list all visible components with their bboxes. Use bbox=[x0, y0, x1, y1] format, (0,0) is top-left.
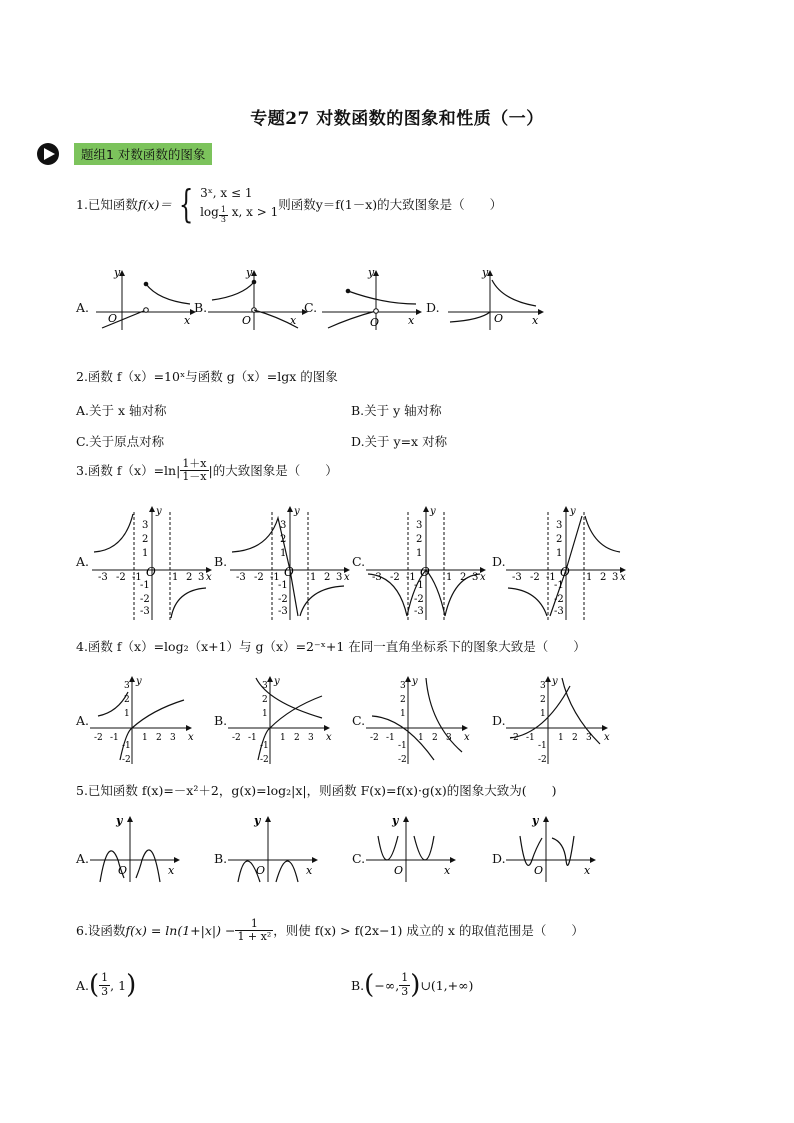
question-4: 4.函数 f（x）=log₂（x+1）与 g（x）=2⁻ˣ+1 在同一直角坐标系下的图象大致是（ ） bbox=[76, 639, 586, 654]
svg-text:-1: -1 bbox=[386, 733, 395, 743]
svg-text:2: 2 bbox=[262, 695, 268, 705]
svg-text:-1: -1 bbox=[398, 741, 407, 751]
svg-text:3: 3 bbox=[446, 733, 452, 743]
svg-text:-2: -2 bbox=[140, 594, 150, 605]
svg-text:3: 3 bbox=[142, 520, 149, 531]
svg-text:-1: -1 bbox=[110, 733, 119, 743]
q6-option-a-fraction: $\frac{1}{3}$ bbox=[101, 971, 109, 998]
svg-text:-3: -3 bbox=[236, 572, 246, 583]
svg-text:2: 2 bbox=[572, 733, 578, 743]
svg-text:y: y bbox=[392, 814, 399, 827]
q3-option-a-label: A. bbox=[76, 554, 90, 569]
q3-option-b-label: B. bbox=[214, 554, 228, 569]
svg-text:3: 3 bbox=[556, 520, 563, 531]
svg-text:2: 2 bbox=[460, 572, 467, 583]
svg-text:y: y bbox=[482, 266, 489, 279]
q1-base-frac: $\frac{1}{3}$ bbox=[220, 205, 226, 225]
q1-graph-c bbox=[320, 266, 424, 332]
question-2: 2.函数 f（x）=10ˣ与函数 g（x）=lgx 的图象 bbox=[76, 369, 338, 384]
q4-option-b-label: B. bbox=[214, 713, 228, 728]
q6-fraction: $\frac{1}{\text{1 + x²}}$ bbox=[237, 917, 272, 944]
q5-graph-b bbox=[226, 812, 326, 884]
q2-option-a: A.关于 x 轴对称 bbox=[76, 403, 167, 418]
q1-graph-a bbox=[94, 266, 198, 332]
q1-brace: { bbox=[178, 182, 194, 227]
svg-text:y: y bbox=[116, 814, 123, 827]
svg-text:2: 2 bbox=[540, 695, 546, 705]
svg-text:2: 2 bbox=[186, 572, 193, 583]
svg-text:1: 1 bbox=[416, 548, 423, 559]
svg-text:O: O bbox=[394, 864, 404, 877]
q3-option-d-label: D. bbox=[492, 554, 506, 569]
q4-graph-b bbox=[226, 674, 336, 766]
svg-text:3: 3 bbox=[308, 733, 314, 743]
svg-text:-1: -1 bbox=[538, 741, 547, 751]
q1-cases bbox=[200, 184, 278, 225]
svg-text:-2: -2 bbox=[122, 755, 131, 765]
q3-graph-a bbox=[90, 504, 218, 622]
svg-text:x: x bbox=[480, 572, 486, 583]
q5-graph-d bbox=[504, 812, 604, 884]
q1-case2-log: log bbox=[200, 205, 219, 220]
page-title: 专题27 对数函数的图象和性质（一） bbox=[250, 109, 544, 129]
q1-option-c-label: C. bbox=[304, 300, 318, 315]
svg-text:1: 1 bbox=[124, 709, 130, 719]
svg-text:x: x bbox=[444, 864, 451, 877]
svg-text:y: y bbox=[254, 814, 261, 827]
svg-text:1: 1 bbox=[446, 572, 453, 583]
svg-text:2: 2 bbox=[142, 534, 149, 545]
svg-text:-3: -3 bbox=[372, 572, 382, 583]
svg-text:-2: -2 bbox=[510, 733, 519, 743]
svg-text:O: O bbox=[560, 565, 570, 579]
svg-text:-1: -1 bbox=[270, 572, 280, 583]
svg-text:1: 1 bbox=[142, 733, 148, 743]
svg-text:3: 3 bbox=[198, 572, 205, 583]
svg-text:O: O bbox=[108, 312, 118, 325]
q4-option-a-label: A. bbox=[76, 713, 90, 728]
svg-text:2: 2 bbox=[294, 733, 300, 743]
svg-text:y: y bbox=[136, 676, 142, 687]
q3-graph-c bbox=[364, 504, 492, 622]
question-5: 5.已知函数 f(x)=－x²＋2，g(x)=log₂|x|，则函数 F(x)=f(x)·g(x)的图象大致为( ) bbox=[76, 783, 557, 798]
svg-text:-1: -1 bbox=[406, 572, 416, 583]
svg-text:3: 3 bbox=[124, 681, 130, 691]
q4-graph-d bbox=[504, 674, 614, 766]
svg-text:-2: -2 bbox=[278, 594, 288, 605]
q6-option-a: A. ( $\frac{1}{3}$ , 1 ) bbox=[76, 970, 137, 1000]
svg-text:-2: -2 bbox=[254, 572, 264, 583]
q6-option-b: B. ( −∞, $\frac{1}{3}$ ) ∪(1,+∞) bbox=[351, 970, 474, 1000]
svg-text:3: 3 bbox=[472, 572, 479, 583]
q1-graph-b bbox=[206, 266, 310, 332]
svg-text:y: y bbox=[156, 506, 162, 517]
svg-text:1: 1 bbox=[310, 572, 317, 583]
svg-text:x: x bbox=[326, 732, 332, 743]
play-circle-icon bbox=[36, 142, 64, 166]
svg-text:-2: -2 bbox=[398, 755, 407, 765]
q1-fx: f(x)＝ bbox=[137, 196, 172, 212]
svg-text:3: 3 bbox=[612, 572, 619, 583]
svg-text:-1: -1 bbox=[132, 572, 142, 583]
svg-text:-1: -1 bbox=[122, 741, 131, 751]
section-tag: 题组1 对数函数的图象 bbox=[74, 143, 212, 165]
q6-option-b-fraction: $\frac{1}{3}$ bbox=[401, 971, 409, 998]
svg-text:O: O bbox=[534, 864, 544, 877]
svg-text:x: x bbox=[206, 572, 212, 583]
svg-text:y: y bbox=[114, 266, 121, 279]
q6-suffix: ，则使 f(x) > f(2x−1) 成立的 x 的取值范围是（ ） bbox=[273, 923, 584, 939]
q5-graph-c bbox=[364, 812, 464, 884]
svg-text:2: 2 bbox=[556, 534, 563, 545]
svg-text:3: 3 bbox=[540, 681, 546, 691]
svg-text:-3: -3 bbox=[414, 606, 424, 617]
svg-text:2: 2 bbox=[280, 534, 287, 545]
svg-text:-3: -3 bbox=[554, 606, 564, 617]
question-1 bbox=[76, 184, 502, 225]
svg-text:y: y bbox=[532, 814, 539, 827]
q2-option-d: D.关于 y=x 对称 bbox=[351, 434, 448, 449]
svg-text:2: 2 bbox=[416, 534, 423, 545]
svg-text:x: x bbox=[584, 864, 591, 877]
q1-option-b-label: B. bbox=[194, 300, 208, 315]
q5-option-d-label: D. bbox=[492, 851, 506, 866]
q1-case1: 3ˣ, x ≤ 1 bbox=[200, 186, 253, 200]
q1-suffix: 则函数y＝f(1－x)的大致图象是（ ） bbox=[278, 196, 503, 212]
svg-text:O: O bbox=[118, 864, 128, 877]
q4-graph-c bbox=[364, 674, 474, 766]
q5-graph-a bbox=[88, 812, 188, 884]
svg-text:x: x bbox=[306, 864, 313, 877]
svg-text:-1: -1 bbox=[140, 580, 150, 591]
svg-text:-2: -2 bbox=[116, 572, 126, 583]
section-header bbox=[36, 142, 212, 166]
svg-text:-1: -1 bbox=[526, 733, 535, 743]
svg-text:-1: -1 bbox=[414, 580, 424, 591]
svg-text:x: x bbox=[188, 732, 194, 743]
svg-text:-1: -1 bbox=[278, 580, 288, 591]
q2-option-c: C.关于原点对称 bbox=[76, 434, 165, 449]
q6-formula-left: f(x) = ln(1+|x|) − bbox=[125, 923, 236, 939]
svg-text:1: 1 bbox=[142, 548, 149, 559]
svg-text:y: y bbox=[570, 506, 576, 517]
svg-text:-2: -2 bbox=[94, 733, 103, 743]
q3-graph-d bbox=[504, 504, 632, 622]
svg-text:2: 2 bbox=[400, 695, 406, 705]
svg-text:-2: -2 bbox=[390, 572, 400, 583]
svg-text:y: y bbox=[294, 506, 300, 517]
svg-text:3: 3 bbox=[400, 681, 406, 691]
svg-text:3: 3 bbox=[280, 520, 287, 531]
question-6 bbox=[76, 918, 584, 943]
svg-text:-1: -1 bbox=[546, 572, 556, 583]
svg-text:-2: -2 bbox=[530, 572, 540, 583]
svg-text:O: O bbox=[284, 565, 294, 579]
svg-text:-2: -2 bbox=[414, 594, 424, 605]
svg-text:-3: -3 bbox=[512, 572, 522, 583]
svg-text:x: x bbox=[408, 314, 415, 327]
q3-fraction: $\frac{1+x}{1-x}$ bbox=[182, 457, 207, 484]
svg-text:x: x bbox=[604, 732, 610, 743]
svg-text:1: 1 bbox=[280, 733, 286, 743]
svg-text:2: 2 bbox=[156, 733, 162, 743]
q4-option-c-label: C. bbox=[352, 713, 366, 728]
svg-text:2: 2 bbox=[432, 733, 438, 743]
q3-option-c-label: C. bbox=[352, 554, 366, 569]
q3-graph-b bbox=[228, 504, 356, 622]
svg-text:2: 2 bbox=[600, 572, 607, 583]
svg-text:1: 1 bbox=[172, 572, 179, 583]
svg-text:1: 1 bbox=[418, 733, 424, 743]
svg-text:O: O bbox=[494, 312, 504, 325]
q6-prefix: 6.设函数 bbox=[76, 923, 126, 939]
svg-text:3: 3 bbox=[336, 572, 343, 583]
svg-text:-1: -1 bbox=[260, 741, 269, 751]
svg-text:3: 3 bbox=[416, 520, 423, 531]
svg-text:-1: -1 bbox=[554, 580, 564, 591]
svg-text:1: 1 bbox=[280, 548, 287, 559]
svg-text:O: O bbox=[146, 565, 156, 579]
q5-option-a-label: A. bbox=[76, 851, 90, 866]
q2-option-b: B.关于 y 轴对称 bbox=[351, 403, 442, 418]
svg-text:-2: -2 bbox=[554, 594, 564, 605]
svg-text:-3: -3 bbox=[140, 606, 150, 617]
svg-text:x: x bbox=[184, 314, 191, 327]
q4-graph-a bbox=[88, 674, 198, 766]
svg-text:O: O bbox=[242, 314, 252, 327]
q1-graph-d bbox=[446, 266, 550, 332]
svg-text:1: 1 bbox=[586, 572, 593, 583]
svg-text:3: 3 bbox=[170, 733, 176, 743]
q3-prefix: 3.函数 f（x）=ln| bbox=[76, 463, 181, 479]
svg-text:-2: -2 bbox=[232, 733, 241, 743]
svg-text:1: 1 bbox=[540, 709, 546, 719]
svg-text:1: 1 bbox=[556, 548, 563, 559]
svg-text:y: y bbox=[368, 266, 375, 279]
q4-option-d-label: D. bbox=[492, 713, 506, 728]
svg-text:x: x bbox=[620, 572, 626, 583]
svg-text:x: x bbox=[532, 314, 539, 327]
q1-case2: log $\frac{1}{3}$ x, x > 1 bbox=[200, 205, 279, 225]
svg-text:-2: -2 bbox=[370, 733, 379, 743]
svg-text:y: y bbox=[430, 506, 436, 517]
svg-text:-2: -2 bbox=[538, 755, 547, 765]
svg-text:1: 1 bbox=[262, 709, 268, 719]
q3-suffix: |的大致图象是（ ） bbox=[208, 463, 338, 479]
svg-text:2: 2 bbox=[324, 572, 331, 583]
svg-text:O: O bbox=[256, 864, 266, 877]
svg-text:1: 1 bbox=[558, 733, 564, 743]
svg-text:O: O bbox=[420, 565, 430, 579]
svg-text:-1: -1 bbox=[248, 733, 257, 743]
svg-text:y: y bbox=[552, 676, 558, 687]
svg-text:-2: -2 bbox=[260, 755, 269, 765]
svg-text:y: y bbox=[412, 676, 418, 687]
svg-text:x: x bbox=[290, 314, 297, 327]
q5-option-c-label: C. bbox=[352, 851, 366, 866]
svg-text:-3: -3 bbox=[278, 606, 288, 617]
question-3 bbox=[76, 458, 338, 483]
svg-text:x: x bbox=[464, 732, 470, 743]
svg-text:y: y bbox=[246, 266, 253, 279]
q5-option-b-label: B. bbox=[214, 851, 228, 866]
svg-text:x: x bbox=[168, 864, 175, 877]
q1-option-a-label: A. bbox=[76, 300, 90, 315]
svg-text:2: 2 bbox=[124, 695, 130, 705]
svg-text:O: O bbox=[370, 316, 380, 329]
q1-option-d-label: D. bbox=[426, 300, 440, 315]
svg-text:3: 3 bbox=[262, 681, 268, 691]
svg-text:3: 3 bbox=[586, 733, 592, 743]
svg-text:-3: -3 bbox=[98, 572, 108, 583]
svg-text:1: 1 bbox=[400, 709, 406, 719]
svg-text:x: x bbox=[344, 572, 350, 583]
q1-prefix: 1.已知函数 bbox=[76, 196, 138, 212]
svg-text:y: y bbox=[274, 676, 280, 687]
